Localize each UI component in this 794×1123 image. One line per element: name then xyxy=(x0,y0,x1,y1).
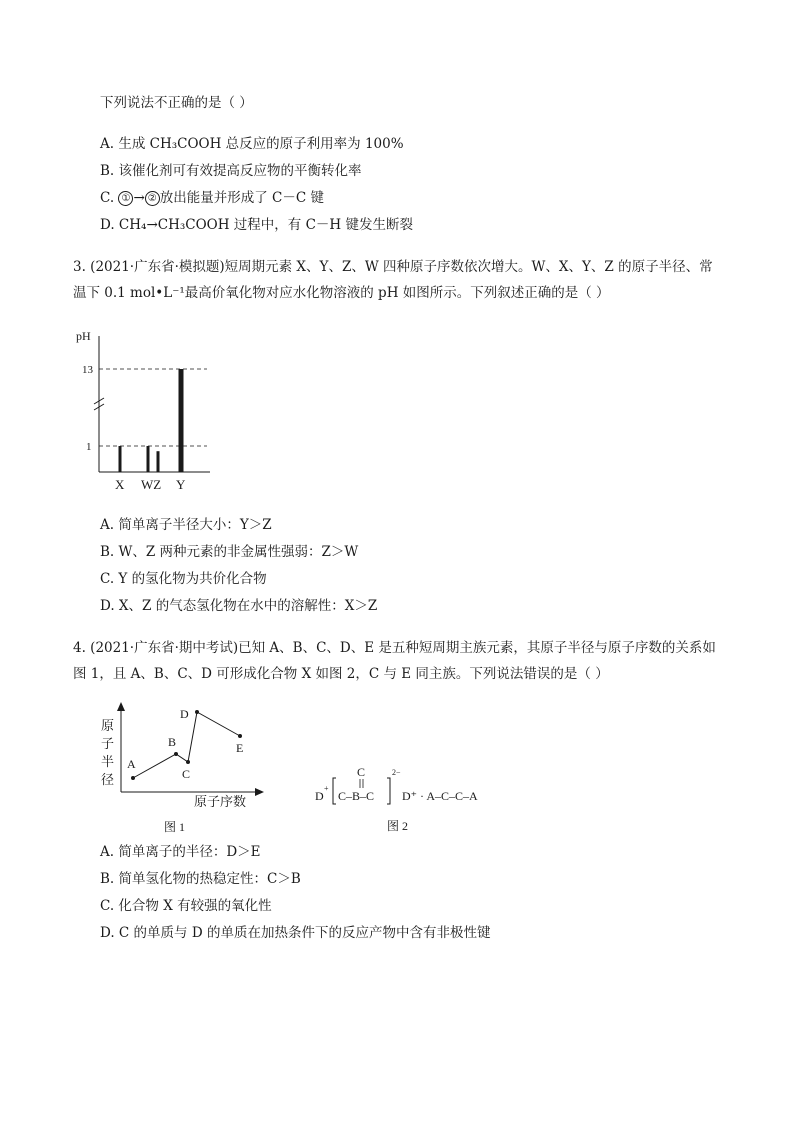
q4-option-d: D. C 的单质与 D 的单质在加热条件下的反应产物中含有非极性键 xyxy=(100,925,491,941)
q3-stem-line1: 3. (2021·广东省·模拟题)短周期元素 X、Y、Z、W 四种原子序数依次增大。W、X、Y、Z 的原子半径、常 xyxy=(73,259,713,275)
fig1-point-a xyxy=(131,776,135,780)
bar-z xyxy=(157,451,160,472)
circled-1: ① xyxy=(118,191,133,206)
bar-x xyxy=(119,446,122,472)
fig1-point-b xyxy=(174,752,178,756)
bar-y xyxy=(179,369,184,472)
q2-option-b: B. 该催化剂可有效提高反应物的平衡转化率 xyxy=(100,163,362,179)
figure-1-radius-plot xyxy=(96,700,276,835)
fig1-xlabel: 原子序数 xyxy=(194,794,247,809)
fig2-charge: 2− xyxy=(392,768,401,777)
q2-stem: 下列说法不正确的是（ ） xyxy=(100,95,253,111)
q2-option-c-text: 放出能量并形成了 C－C 键 xyxy=(159,190,324,206)
fig1-point-d xyxy=(195,710,199,714)
q4-option-a: A. 简单离子的半径：D＞E xyxy=(100,844,261,860)
q3-option-a: A. 简单离子半径大小：Y＞Z xyxy=(100,517,272,533)
y-axis-label: pH xyxy=(76,329,91,343)
fig1-ylabel-char-1: 原 xyxy=(101,718,115,733)
q4-stem-line2: 图 1，且 A、B、C、D 可形成化合物 X 如图 2，C 与 E 同主族。下列说法错误的是（ ） xyxy=(73,666,609,682)
fig2-bracket-right xyxy=(387,778,390,804)
fig1-label-b: B xyxy=(168,735,177,749)
q4-option-b: B. 简单氢化物的热稳定性：C＞B xyxy=(100,871,301,887)
fig2-cation-left: D xyxy=(315,789,324,803)
fig2-core: C–B–C xyxy=(338,789,375,803)
fig2-bracket-left xyxy=(333,778,336,804)
fig2-cation-left-plus: + xyxy=(324,784,329,793)
q3-option-b: B. W、Z 两种元素的非金属性强弱：Z＞W xyxy=(100,544,359,560)
q4-option-c: C. 化合物 X 有较强的氧化性 xyxy=(100,898,272,914)
fig2-top-atom: C xyxy=(357,765,366,779)
q2-option-c xyxy=(100,189,324,207)
fig1-ylabel-char-4: 径 xyxy=(101,772,115,787)
arrow: → xyxy=(133,190,145,206)
q2-option-c-label: C. xyxy=(100,190,115,206)
fig2-caption: 图 2 xyxy=(387,819,409,833)
fig1-label-d: D xyxy=(180,707,189,721)
fig1-point-e xyxy=(238,734,242,738)
bar-w xyxy=(147,446,150,472)
ph-bar-chart xyxy=(70,322,220,494)
q3-stem-line2: 温下 0.1 mol•L⁻¹最高价氧化物对应水化物溶液的 pH 如图所示。下列叙述正确的是（ ） xyxy=(73,285,610,301)
circled-2: ② xyxy=(145,191,160,206)
q4-stem-line1: 4. (2021·广东省·期中考试)已知 A、B、C、D、E 是五种短周期主族元素，其原子半径与原子序数的关系如 xyxy=(73,640,716,656)
q3-option-c: C. Y 的氢化物为共价化合物 xyxy=(100,571,267,587)
fig1-label-a: A xyxy=(127,757,136,771)
fig1-y-arrow xyxy=(117,702,125,711)
y-tick-13: 13 xyxy=(82,364,93,376)
fig1-ylabel-char-2: 子 xyxy=(101,736,115,751)
fig2-tail: D⁺ · A–C–C–A xyxy=(402,789,478,803)
x-tick-wz: WZ xyxy=(141,477,162,492)
figure-2-structure xyxy=(312,760,512,835)
fig1-label-c: C xyxy=(182,767,191,781)
fig1-ylabel-char-3: 半 xyxy=(101,754,115,769)
fig1-caption: 图 1 xyxy=(164,820,186,834)
fig1-point-c xyxy=(186,760,190,764)
q2-option-d: D. CH₄→CH₃COOH 过程中，有 C－H 键发生断裂 xyxy=(100,217,413,233)
fig1-x-arrow xyxy=(255,788,264,796)
x-tick-y: Y xyxy=(176,477,186,492)
q2-option-a: A. 生成 CH₃COOH 总反应的原子利用率为 100% xyxy=(100,136,404,152)
fig1-label-e: E xyxy=(236,741,244,755)
x-tick-x: X xyxy=(115,477,125,492)
q3-option-d: D. X、Z 的气态氢化物在水中的溶解性：X＞Z xyxy=(100,598,378,614)
y-tick-1: 1 xyxy=(86,441,92,453)
